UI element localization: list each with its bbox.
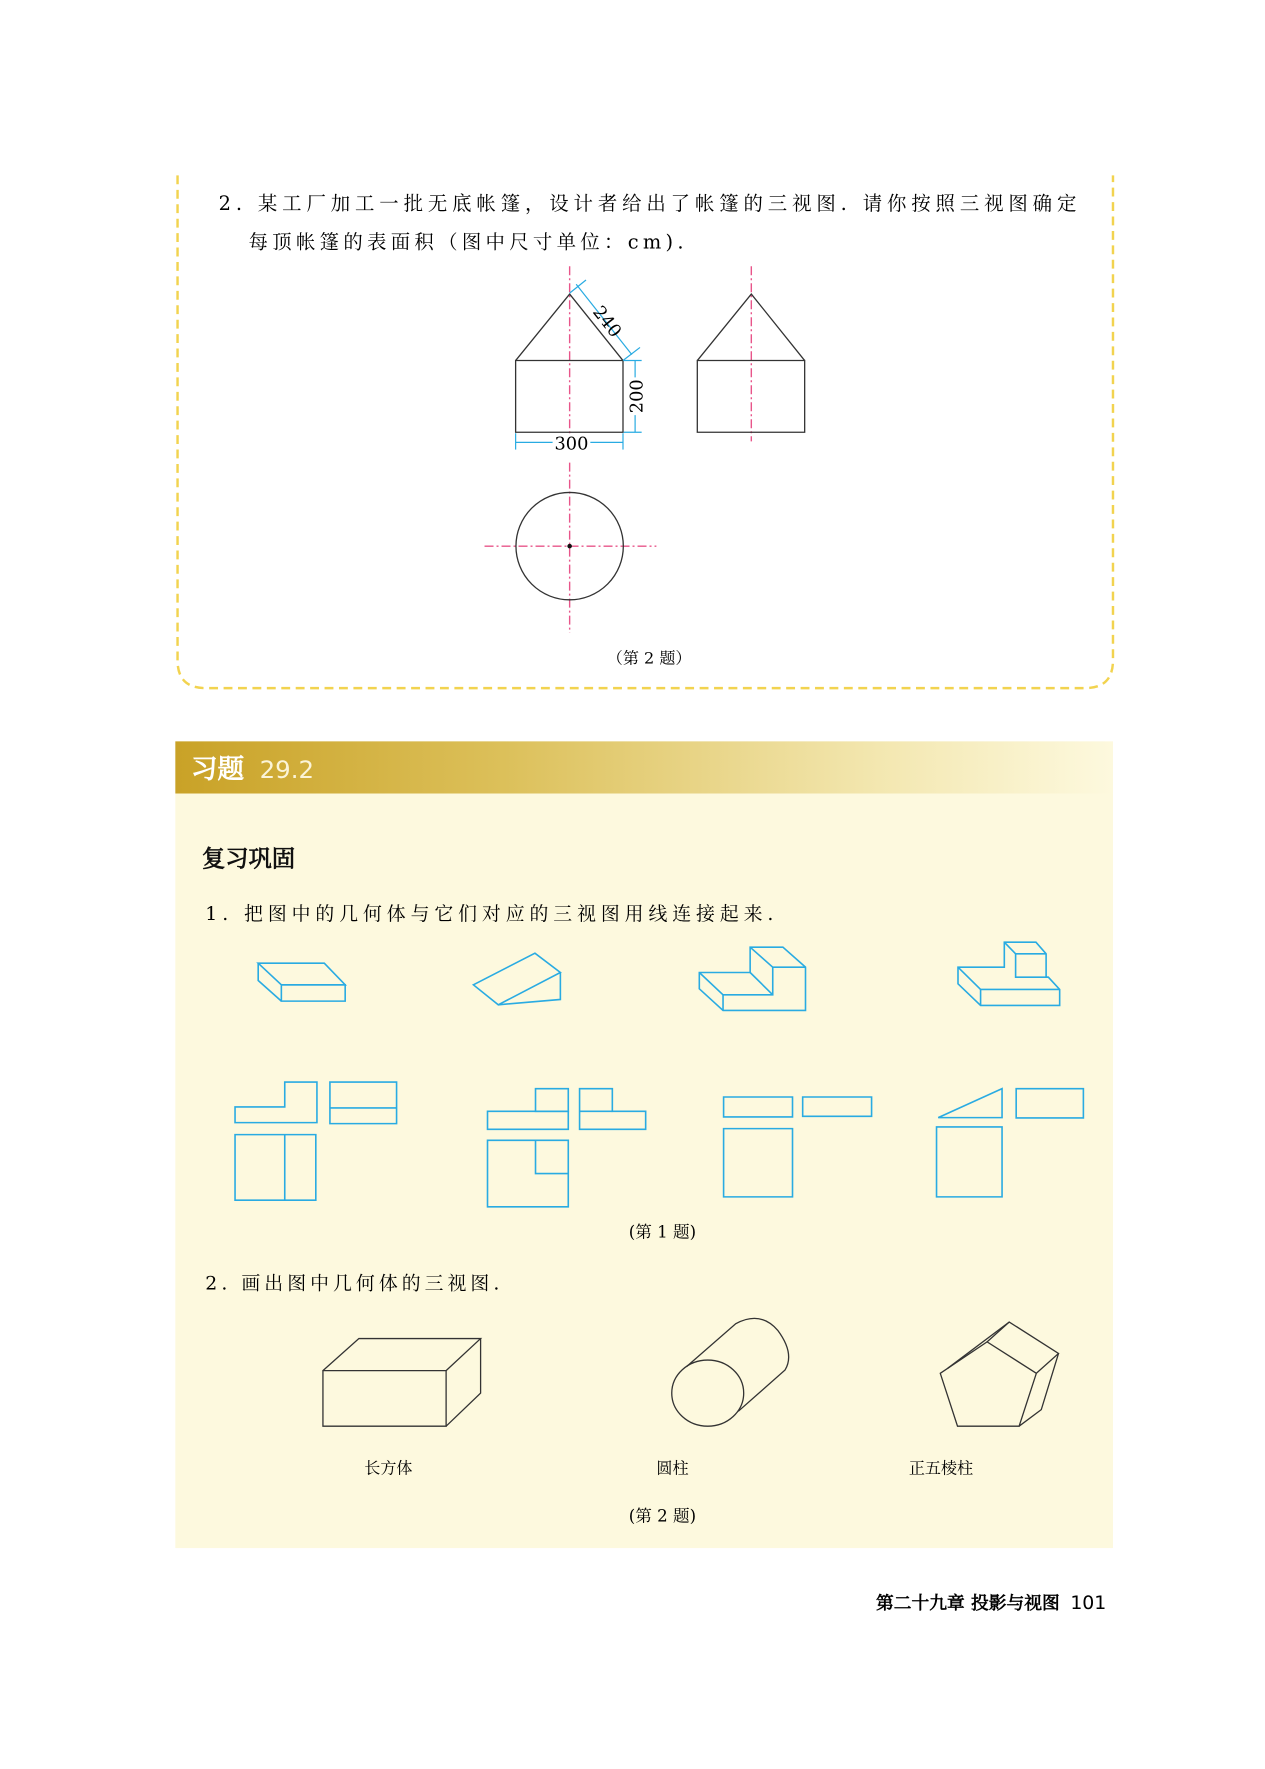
q2-caption: (第 2 题) [628,1506,697,1526]
problem-2-line1: 2. 某工厂加工一批无底帐篷，设计者给出了帐篷的三视图. 请你按照三视图确定 [218,191,1077,215]
section-heading: 复习巩固 [201,845,296,873]
exercise-title: 习题 [190,753,245,785]
exercise-number: 29.2 [259,754,315,784]
label-cuboid: 长方体 [364,1458,413,1478]
label-pentagonal-prism: 正五棱柱 [908,1458,974,1478]
footer-chapter: 第二十九章 投影与视图 [876,1593,1060,1615]
side-view [697,266,804,441]
dim-height-label: 200 [627,379,648,414]
label-cylinder: 圆柱 [656,1458,689,1478]
tent-three-views [485,266,805,633]
q1-caption: (第 1 题) [628,1222,697,1242]
page-number: 101 [1070,1592,1107,1615]
question-2: 2. 画出图中几何体的三视图. [205,1272,500,1295]
problem-2-line2: 每顶帐篷的表面积（图中尺寸单位：cm). [248,230,684,254]
front-view [516,266,642,449]
top-view [485,463,657,633]
question-1: 1. 把图中的几何体与它们对应的三视图用线连接起来. [205,903,774,926]
exercise-header-bar [175,741,1113,793]
figure-caption: （第 2 题） [606,648,692,668]
dim-slant-label: 240 [588,302,625,342]
dim-width-label: 300 [554,434,589,455]
